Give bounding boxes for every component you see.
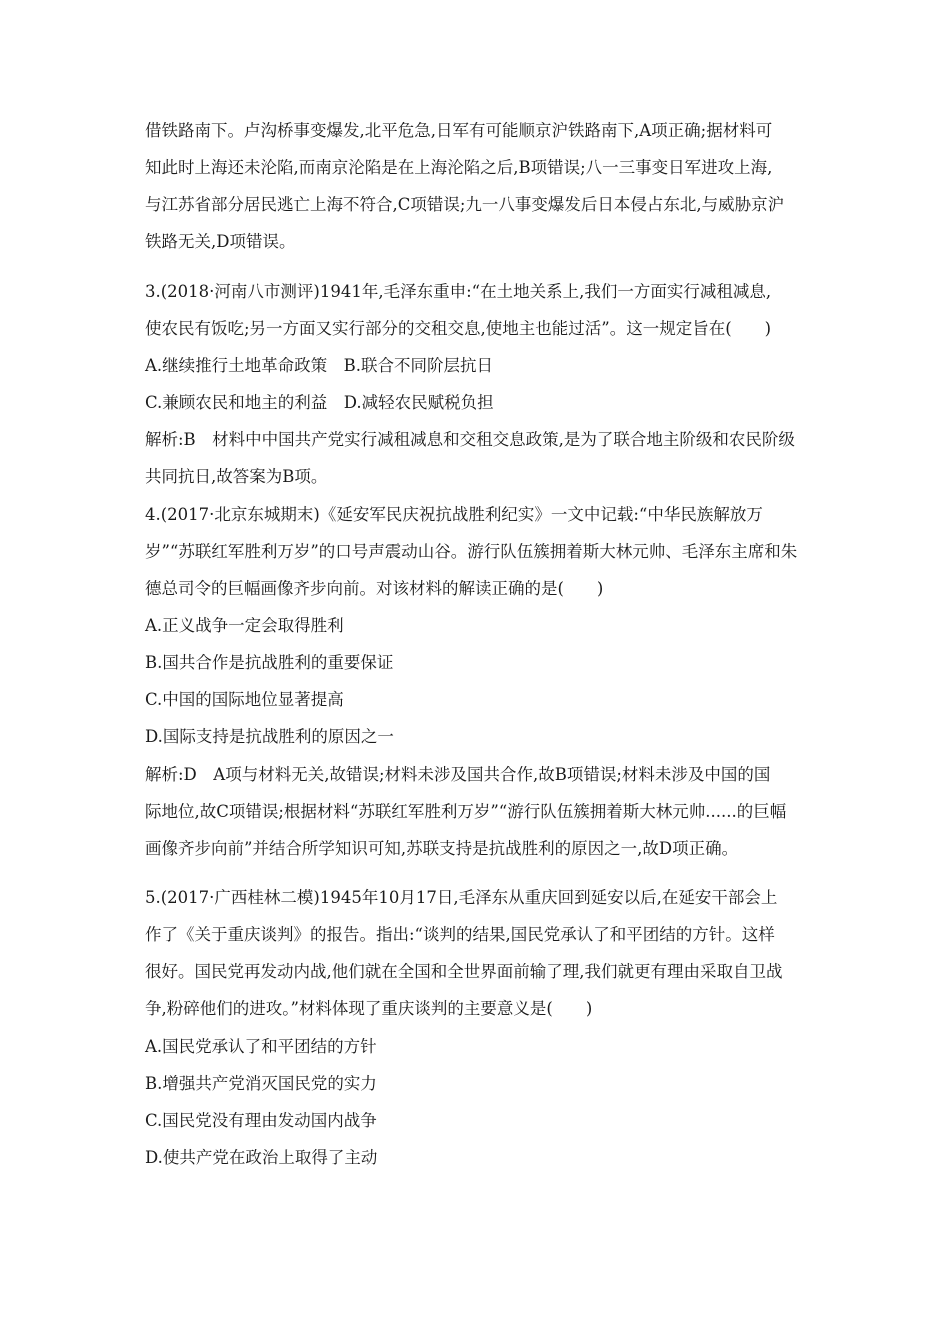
question-5-stem: 5.(2017·广西桂林二模)1945年10月17日,毛泽东从重庆回到延安以后,在延安干部会上: [145, 888, 778, 907]
question-4-analysis: 画像齐步向前”并结合所学知识可知,苏联支持是抗战胜利的原因之一,故D项正确。: [145, 839, 739, 858]
question-4-option-c: C.中国的国际地位显著提高: [145, 690, 344, 709]
question-4-analysis: 解析:D A项与材料无关,故错误;材料未涉及国共合作,故B项错误;材料未涉及中国的国: [145, 765, 771, 784]
question-4-stem: 岁”“苏联红军胜利万岁”的口号声震动山谷。游行队伍簇拥着斯大林元帅、毛泽东主席和朱: [145, 542, 798, 561]
text-line: 知此时上海还未沦陷,而南京沦陷是在上海沦陷之后,B项错误;八一三事变日军进攻上海,: [145, 158, 773, 177]
text-line: 铁路无关,D项错误。: [145, 232, 296, 251]
question-5-option-a: A.国民党承认了和平团结的方针: [145, 1037, 377, 1056]
question-4-option-d: D.国际支持是抗战胜利的原因之一: [145, 727, 394, 746]
question-5-stem: 作了《关于重庆谈判》的报告。指出:“谈判的结果,国民党承认了和平团结的方针。这样: [145, 925, 775, 944]
question-3-options: C.兼顾农民和地主的利益 D.减轻农民赋税负担: [145, 393, 494, 412]
question-3-stem: 3.(2018·河南八市测评)1941年,毛泽东重申:“在土地关系上,我们一方面实行减租减息,: [145, 282, 772, 301]
question-5-option-c: C.国民党没有理由发动国内战争: [145, 1111, 377, 1130]
question-5-stem: 很好。国民党再发动内战,他们就在全国和全世界面前输了理,我们就更有理由采取自卫战: [145, 962, 783, 981]
question-4-stem: 4.(2017·北京东城期末)《延安军民庆祝抗战胜利纪实》一文中记载:“中华民族解放万: [145, 505, 763, 524]
question-5-option-b: B.增强共产党消灭国民党的实力: [145, 1074, 377, 1093]
question-4-stem: 德总司令的巨幅画像齐步向前。对该材料的解读正确的是( ): [145, 579, 604, 598]
question-4-analysis: 际地位,故C项错误;根据材料“苏联红军胜利万岁”“游行队伍簇拥着斯大林元帅......的巨幅: [145, 802, 787, 821]
question-5-option-d: D.使共产党在政治上取得了主动: [145, 1148, 378, 1167]
question-3-stem: 使农民有饭吃;另一方面又实行部分的交租交息,使地主也能过活”。这一规定旨在( ): [145, 319, 772, 338]
question-5-stem: 争,粉碎他们的进攻。”材料体现了重庆谈判的主要意义是( ): [145, 999, 593, 1018]
question-4-option-a: A.正义战争一定会取得胜利: [145, 616, 344, 635]
question-3-analysis: 共同抗日,故答案为B项。: [145, 467, 328, 486]
question-3-analysis: 解析:B 材料中中国共产党实行减租减息和交租交息政策,是为了联合地主阶级和农民阶级: [145, 430, 795, 449]
question-4-option-b: B.国共合作是抗战胜利的重要保证: [145, 653, 394, 672]
text-line: 借铁路南下。卢沟桥事变爆发,北平危急,日军有可能顺京沪铁路南下,A项正确;据材料可: [145, 121, 773, 140]
text-line: 与江苏省部分居民逃亡上海不符合,C项错误;九一八事变爆发后日本侵占东北,与威胁京沪: [145, 195, 785, 214]
question-3-options: A.继续推行土地革命政策 B.联合不同阶层抗日: [145, 356, 494, 375]
